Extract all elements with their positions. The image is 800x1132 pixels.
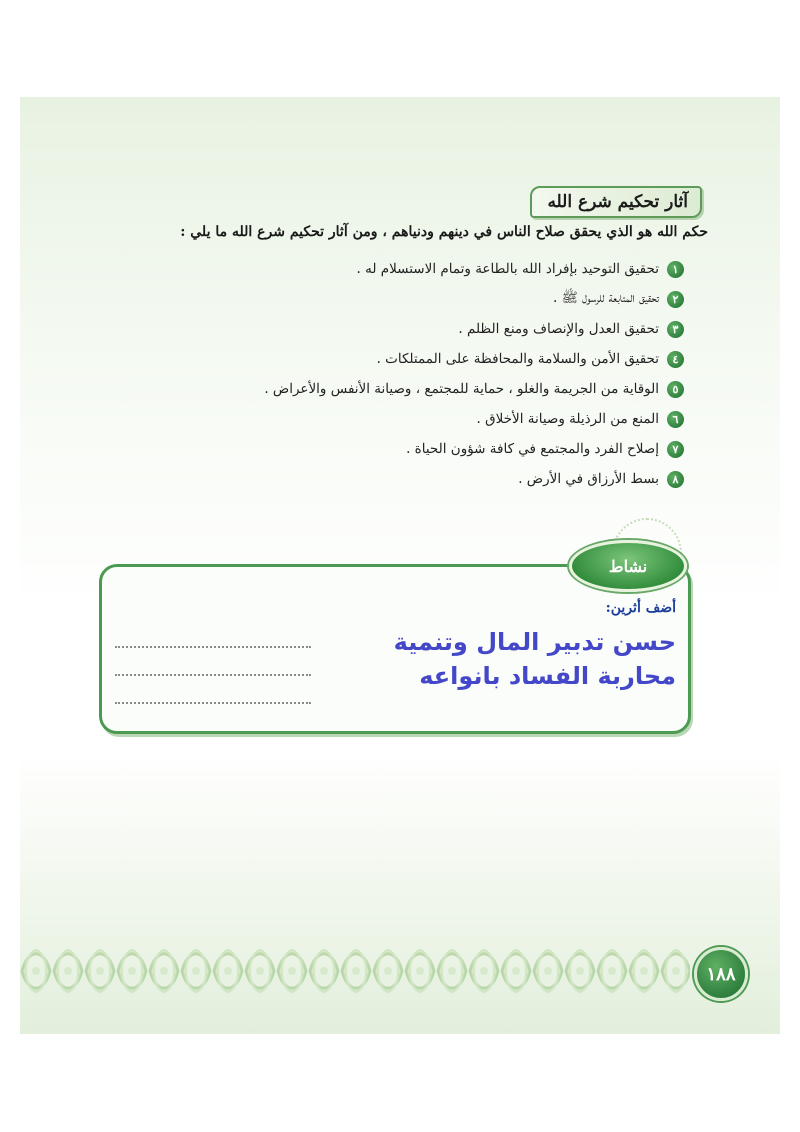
activity-prompt: أضف أثرين: bbox=[605, 600, 676, 616]
list-item bbox=[264, 344, 684, 374]
answer-dotted-line bbox=[115, 702, 311, 704]
list-item bbox=[264, 434, 684, 464]
list-item bbox=[264, 404, 684, 434]
answer-line-1: حسن تدبير المال وتنمية bbox=[393, 628, 676, 656]
item-number: ٧ bbox=[667, 441, 684, 458]
item-text: الوقاية من الجريمة والغلو ، حماية للمجتمع ، وصيانة الأنفس والأعراض . bbox=[264, 381, 659, 397]
list-item bbox=[264, 254, 684, 284]
item-number: ٤ bbox=[667, 351, 684, 368]
item-number: ٦ bbox=[667, 411, 684, 428]
activity-badge: نشاط bbox=[569, 540, 687, 592]
item-number: ٣ bbox=[667, 321, 684, 338]
section-title: آثار تحكيم شرع الله bbox=[530, 186, 702, 218]
item-text: تحقيق العدل والإنصاف ومنع الظلم . bbox=[458, 321, 659, 337]
page-number: ١٨٨ bbox=[694, 947, 748, 1001]
section-intro: حكم الله هو الذي يحقق صلاح الناس في دينهم ودنياهم ، ومن آثار تحكيم شرع الله ما يلي : bbox=[180, 224, 708, 240]
item-text: إصلاح الفرد والمجتمع في كافة شؤون الحياة . bbox=[406, 441, 659, 457]
list-item bbox=[264, 314, 684, 344]
item-number: ١ bbox=[667, 261, 684, 278]
answer-dotted-line bbox=[115, 674, 311, 676]
list-item bbox=[264, 374, 684, 404]
list-item bbox=[264, 464, 684, 494]
item-number: ٢ bbox=[667, 291, 684, 308]
item-number: ٨ bbox=[667, 471, 684, 488]
item-text: بسط الأرزاق في الأرض . bbox=[518, 471, 659, 487]
answer-line-2: محاربة الفساد بانواعه bbox=[419, 662, 676, 690]
item-text: تحقيق الأمن والسلامة والمحافظة على الممتلكات . bbox=[376, 351, 659, 367]
item-text: تحقيق التوحيد بإفراد الله بالطاعة وتمام الاستسلام له . bbox=[356, 261, 659, 277]
item-text: تحقيق المتابعة للرسول ﷺ . bbox=[552, 290, 659, 306]
item-text: المنع من الرذيلة وصيانة الأخلاق . bbox=[476, 411, 659, 427]
effects-list bbox=[264, 254, 684, 494]
list-item bbox=[264, 284, 684, 314]
decorative-border-band bbox=[20, 942, 690, 1000]
answer-dotted-line bbox=[115, 646, 311, 648]
item-number: ٥ bbox=[667, 381, 684, 398]
